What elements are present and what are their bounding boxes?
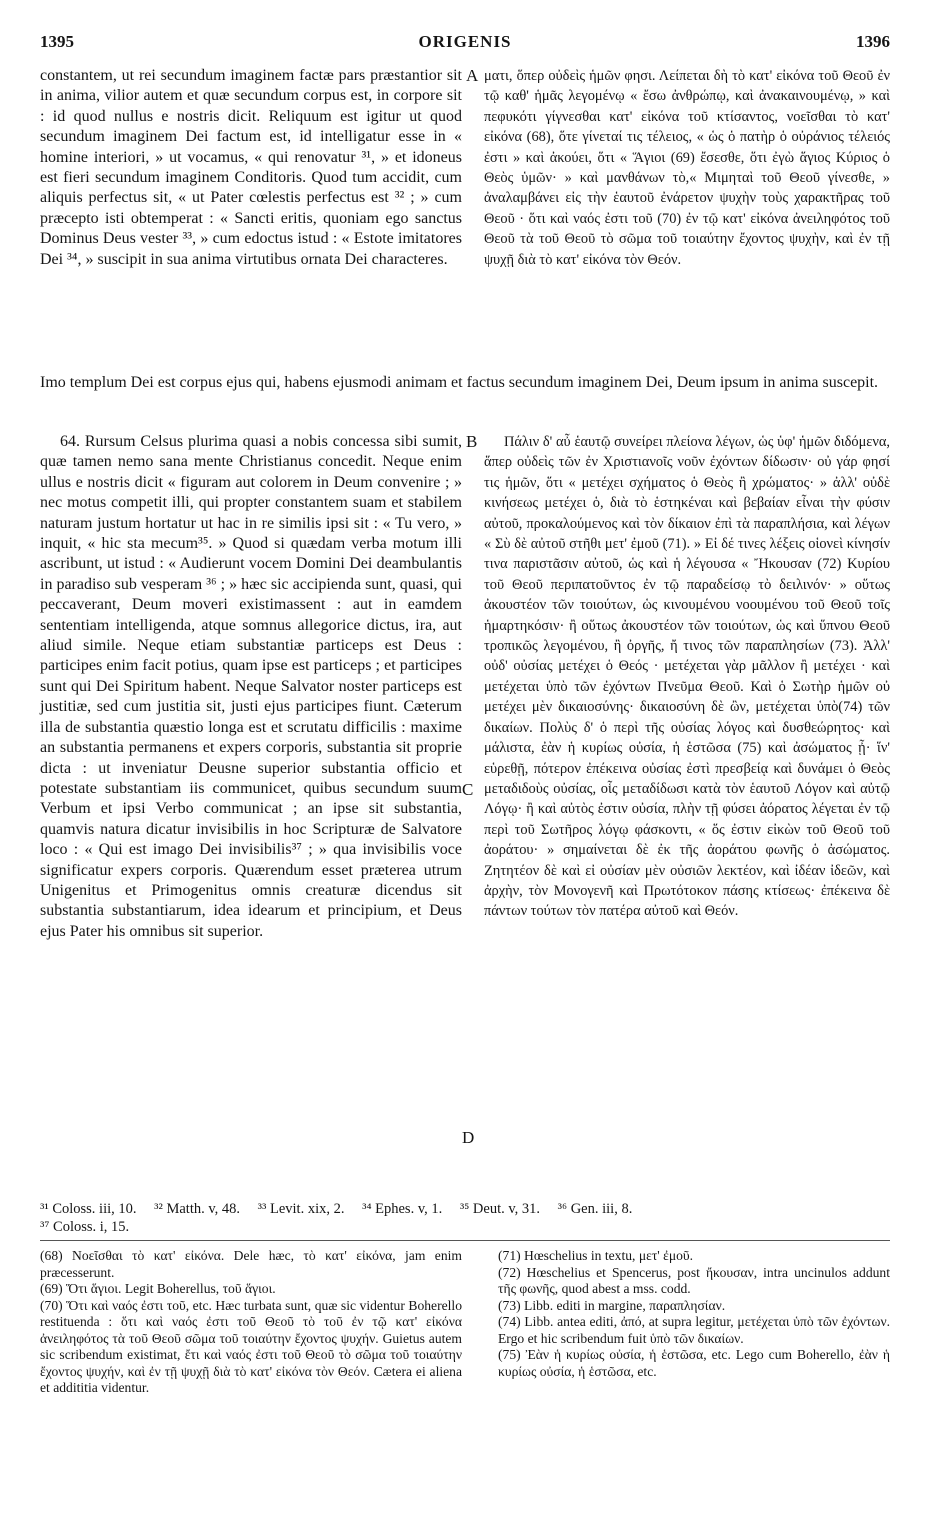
margin-marker-a: A bbox=[466, 66, 479, 85]
references-line-1 bbox=[40, 1200, 900, 1218]
page-number-left: 1395 bbox=[40, 32, 74, 51]
note-68: (68) Νοεῖσθαι τὸ κατ' εἰκόνα. Dele hæc, τὸ κατ' εἰκόνα, jam enim præcesserunt. bbox=[40, 1248, 462, 1280]
note-69: (69) Ὅτι ἅγιοι. Legit Boherellus, τοῦ ἅγιοι. bbox=[40, 1281, 276, 1296]
greek-paragraph: ματι, ὅπερ οὐδεὶς ἡμῶν φησι. Λείπεται δὴ τὸ κατ' εἰκόνα τοῦ Θεοῦ ἐν τῷ καθ' ἡμᾶς λεγομένῳ « ἔσω ἀνθρώπῳ, καὶ ἀνακαινουμένῳ, » καὶ πεφυκότι γίγνεσθαι κατ' εἰκόνα τοῦ κτίσαντος, νοεῖσθαι τὸ κατ' εἰκόνα (68), ὅτε γίνεταί τις τέλειος, « ὡς ὁ πατὴρ ὁ οὐράνιος τέλειός ἐστι » καὶ ἀκούει, ὅτι « Ἅγιοι (69) ἔσεσθε, ὅτι ἐγὼ ἅγιος Κύριος ὁ Θεὸς ὑμῶν· » καὶ μανθάνων τὸ,« Μιμηταὶ τοῦ Θεοῦ γίνεσθε, » ἀναλαμβάνει εἰς τὴν ἑαυτοῦ ἐνάρετον ψυχὴν τοὺς χαρακτῆρας τοῦ Θεοῦ · ὅτι καὶ ναός ἐστι τοῦ (70) ἐν τῷ κατ' εἰκόνα ἀνειληφότος τοῦ Θεοῦ τὰ τοῦ Θεοῦ τὸ σῶμα τοῦ τοιαύτην ἔχοντος ψυχὴν, καὶ ἐν τῇ ψυχῇ διὰ τὸ κατ' εἰκόνα τὸν Θεόν. bbox=[484, 68, 890, 268]
latin-column-section-2 bbox=[40, 432, 462, 942]
latin-paragraph: constantem, ut rei secundum imaginem factæ pars præstantior sit in anima, vilior autem et quæ secundum corpus est, in corpore sit : id quod nullus e nostris dicit. Reliquum est igitur ut quod secundum imaginem Dei factum est, id intelligatur esse in « homine interiori, » ut vocamus, « qui renovatur ³¹, » et idoneus est fieri secundum imaginem Conditoris. Quod tum accidit, cum aliquis perfectus sit, « ut Pater cœlestis perfectus est ³² ; » cum præcepto isti obtemperat : « Sancti eritis, quoniam ego sanctus Dominus Deus vester ³³, » cum edoctus istud : « Estote imitatores Dei ³⁴, » suscipit in sua anima virtutibus ornata Dei characteres. bbox=[40, 67, 462, 268]
running-title: ORIGENIS bbox=[418, 32, 512, 51]
full-width-paragraph: Imo templum Dei est corpus ejus qui, habens ejusmodi animam et factus secundum imaginem Dei, Deum ipsum in anima suscepit. bbox=[40, 374, 879, 391]
note-75: (75) Ἐὰν ἡ κυρίως οὐσία, ἡ ἑστῶσα, etc. Lego cum Boherello, ἐὰν ἡ κυρίως οὐσία, ἡ ἑστῶσα, etc. bbox=[498, 1347, 890, 1379]
reference: ³⁶ Gen. iii, 8. bbox=[557, 1201, 633, 1217]
references-line-2: ³⁷ Coloss. i, 15. bbox=[40, 1219, 130, 1235]
latin-paragraph-64: 64. Rursum Celsus plurima quasi a nobis concessa sibi sumit, quæ tamen nemo sana mente Christianus concedit. Neque enim ullus e nostris dicit « figuram aut colorem in Deum convenire ; » nec motus competit illi, qui propter constantem suam et stabilem naturam justum hortatur ut hac in re similis ipsi sit : « Tu vero, » inquit, « hic sta mecum³⁵. » Quod si quædam verba motum illi ascribunt, ut istud : « Audierunt vocem Domini Dei deambulantis in paradiso sub vesperam ³⁶ ; » hæc sic accipienda sunt, quasi, qui peccaverant, Deum moveri existimassent : aut in eamdem sententiam intelligenda, atque somnus allegorice dictus, ira, aut aliud simile. Neque etiam substantiæ particeps est Deus : participes enim facit potius, quam ipse est particeps ; et participes sunt qui Dei Spiritum habent. Neque Salvator noster particeps est justitiæ, sed cum justitia sit, justi ejus participes fiunt. Cæterum illa de substantia quæstio longa est et scrutatu difficilis : maxime an substantia permanens et expers corporis, substantia sit proprie dicta : ut inveniatur Deusne superior substantia officio et potestate substantiam iis communicet, quibus secundum suum Verbum et ipsi Verbo communicat ; an ipse sit substantia, quamvis natura dicatur invisibilis in hoc Scripturæ de Salvatore loco : « Qui est imago Dei invisibilis³⁷ ; » qua invisibilis voce significatur expers corporis. Quærendum esset præterea utrum Unigenitus et Primogenitus omnis creaturæ dicendus sit substantia substantiarum, idea idearum et principium, et Deus ejus Pater his omnibus sit superior. bbox=[40, 433, 462, 940]
notes-left-column bbox=[40, 1248, 462, 1397]
margin-marker-d: D bbox=[462, 1128, 475, 1147]
footnote-divider bbox=[40, 1240, 890, 1241]
scripture-references bbox=[40, 1200, 900, 1236]
reference: ³² Matth. v, 48. bbox=[154, 1201, 241, 1217]
greek-column-section-1 bbox=[484, 66, 890, 270]
note-71: (71) Hœschelius in textu, μετ' ἐμοῦ. bbox=[498, 1248, 694, 1263]
note-70: (70) Ὅτι καὶ ναός ἐστι τοῦ, etc. Hæc turbata sunt, quæ sic videntur Boherello restituenda : ὅτι καὶ ναός ἐστι τοῦ Θεοῦ τὸ τοῦ ἐν τῷ κατ' εἰκόνα ἀνειληφότος τὰ τοῦ Θεοῦ σῶμα τοῦ τοιαύτην ἔχοντος ψυχήν. Guietus autem sic scribendum existimat, ἔτι καὶ ναός ἐστι τοῦ Θεοῦ τὸ σῶμα τοῦ τοιαύτην ἔχοντος ψυχήν, καὶ ἐν τῇ ψυχῇ διὰ τὸ κατ' εἰκόνα τὸν Θεόν. Cætera ei aliena et addititia videntur. bbox=[40, 1297, 462, 1395]
greek-column-section-2 bbox=[484, 432, 890, 922]
greek-paragraph-section-2: Πάλιν δ' αὖ ἑαυτῷ συνείρει πλείονα λέγων, ὡς ὑφ' ἡμῶν διδόμενα, ἅπερ οὐδεὶς τῶν ἐν Χριστιανοῖς νοῦν ἐχόντων δίδωσιν· οὐ γάρ φησί τις ἡμῶν, ὅτι « μετέχει σχήματος ὁ Θεὸς ἢ χρώματος· » ἀλλ' οὐδὲ κινήσεως μετέχει ὁ, διὰ τὸ ἑστηκέναι καὶ βεβαίαν εἶναι τὴν φύσιν αὐτοῦ, προκαλούμενος καὶ τὸν δίκαιον ἐπὶ τὰ παραπλήσια, καὶ λέγων « Σὺ δὲ αὐτοῦ στῆθι μετ' ἐμοῦ (71). » Εἰ δέ τινες λέξεις οἱονεὶ κίνησίν τινα παριστᾶσιν αὐτοῦ, ὡς καὶ ἡ λέγουσα « Ἤκουσαν (72) Κυρίου τοῦ Θεοῦ περιπατοῦντος ἐν τῷ παραδείσῳ τὸ δειλινόν· » οὕτως ἀκουστέον τῶν τοιούτων, ὡς κινουμένου νοουμένου τοῦ Θεοῦ τοῖς ἡμαρτηκόσιν· ἢ οὕτως ἀκουστέον τῶν τοιούτων, ὡς καὶ ὕπνου Θεοῦ τροπικῶς λεγομένου, ἢ ὀργῆς, ἤ τινος τῶν παραπλησίων (73). Ἀλλ' οὐδ' οὐσίας μετέχει ὁ Θεός · μετέχεται γὰρ μᾶλλον ἢ μετέχει · καὶ μετέχεται ὑπὸ τῶν ἐχόντων Πνεῦμα Θεοῦ. Καὶ ὁ Σωτὴρ ἡμῶν οὐ μετέχει μὲν δικαιοσύνης· δικαιοσύνη δὲ ὢν, μετέχεται ὑπὸ(74) τῶν δικαίων. Πολὺς δ' ὁ περὶ τῆς οὐσίας λόγος καὶ δυσθεώρητος· καὶ μάλιστα, ἐὰν ἡ κυρίως οὐσία, ἡ ἑστῶσα (75) καὶ ἀσώματος ᾖ· ἵν' εὑρεθῇ, πότερον ἐπέκεινα οὐσίας ἐστὶ πρεσβείᾳ καὶ δυνάμει ὁ Θεὸς μεταδιδοὺς οὐσίας, οἷς μεταδίδωσι κατὰ τὸν ἑαυτοῦ Λόγον καὶ αὐτῷ Λόγῳ· ἢ καὶ αὐτὸς ἐστιν οὐσία, πλὴν τῇ φύσει ἀόρατος λέγεται ἐν τῷ περὶ τοῦ Σωτῆρος λόγῳ φάσκοντι, « ὅς ἐστιν εἰκὼν τοῦ Θεοῦ τοῦ ἀοράτου· » σημαίνεται δὲ ἐκ τῆς ἀοράτου φωνῆς ὁ ἀσώματος. Ζητητέον δὲ καὶ εἰ οὐσίαν μὲν οὐσιῶν λεκτέον, καὶ ἰδέαν ἰδεῶν, καὶ ἀρχὴν, τὸν Μονογενῆ καὶ Πρωτότοκον πάσης κτίσεως· ἐπέκεινα δὲ πάντων τούτων τὸν πατέρα αὐτοῦ καὶ Θεόν. bbox=[484, 434, 890, 920]
page-header bbox=[40, 32, 890, 58]
note-74: (74) Libb. antea editi, ἀπό, at supra legitur, μετέχεται ὑπὸ τῶν ἐχόντων. Ergo et hic scribendum fuit ὑπὸ τῶν δικαίων. bbox=[498, 1314, 890, 1346]
page-number-right: 1396 bbox=[856, 32, 890, 51]
reference: ³⁴ Ephes. v, 1. bbox=[362, 1201, 443, 1217]
latin-column-section-1 bbox=[40, 66, 462, 270]
note-73: (73) Libb. editi in margine, παραπλησίαν. bbox=[498, 1297, 726, 1313]
margin-marker-c: C bbox=[462, 780, 474, 799]
reference: ³⁵ Deut. v, 31. bbox=[459, 1201, 541, 1217]
margin-marker-b: B bbox=[466, 432, 478, 451]
reference: ³³ Levit. xix, 2. bbox=[257, 1201, 345, 1217]
notes-right-column bbox=[498, 1248, 890, 1380]
note-72: (72) Hœschelius et Spencerus, post ἤκουσαν, intra uncinulos addunt τῆς φωνῆς, quod abest a mss. codd. bbox=[498, 1264, 890, 1296]
reference: ³¹ Coloss. iii, 10. bbox=[40, 1201, 137, 1217]
